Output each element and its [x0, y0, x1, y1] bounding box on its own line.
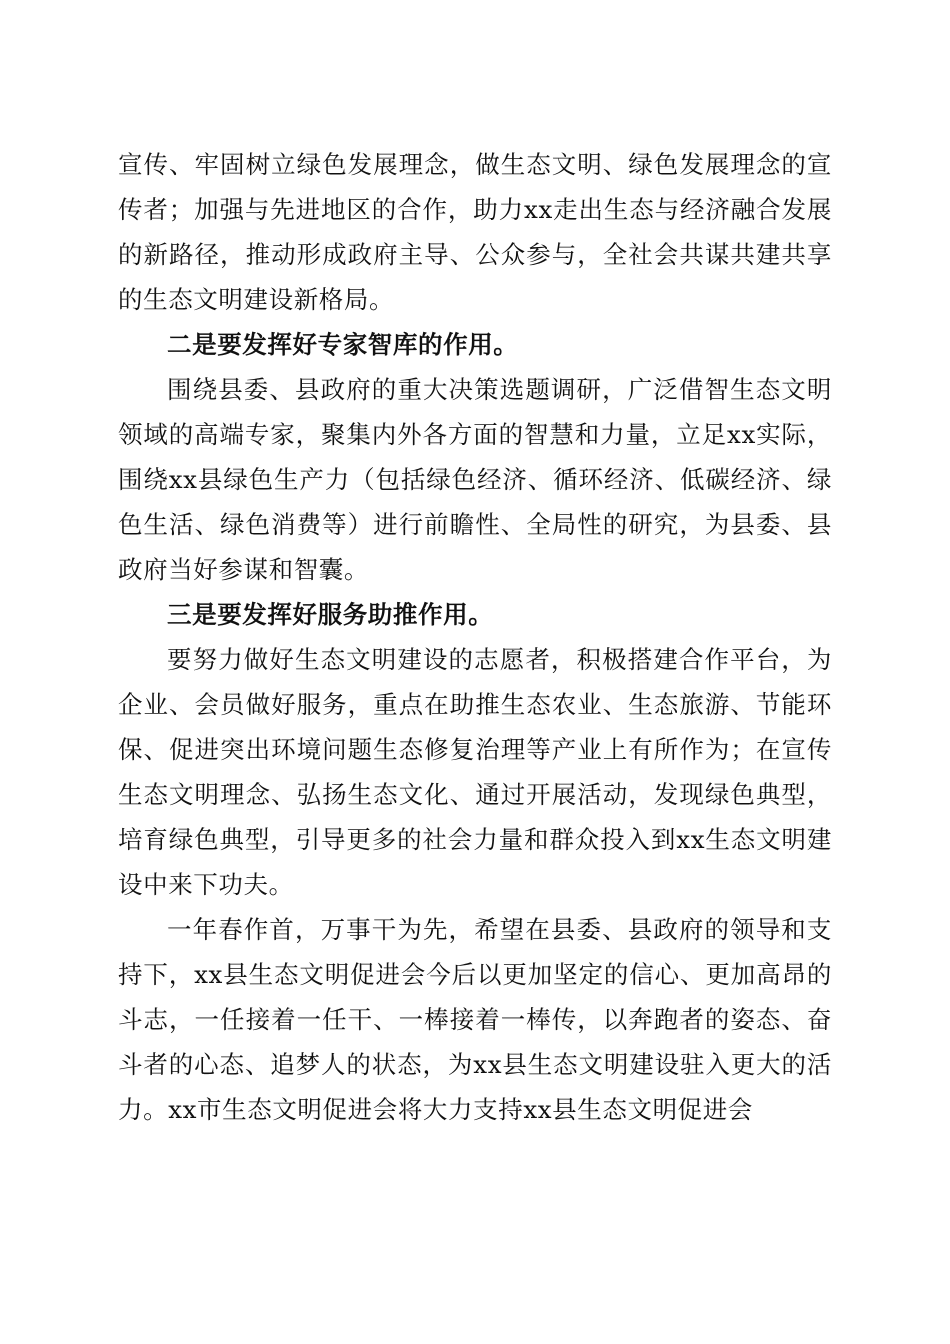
- paragraph-continuation: 宣传、牢固树立绿色发展理念，做生态文明、绿色发展理念的宣传者；加强与先进地区的合作，助力xx走出生态与经济融合发展的新路径，推动形成政府主导、公众参与，全社会共谋共建共享的生态文明建设新格局。: [118, 150, 832, 314]
- document-body: [118, 142, 832, 1132]
- section-heading-expert-think-tank: 二是要发挥好专家智库的作用。: [167, 330, 519, 359]
- paragraph-closing: 一年春作首，万事干为先，希望在县委、县政府的领导和支持下，xx县生态文明促进会今后以更加坚定的信心、更加高昂的斗志，一任接着一任干、一棒接着一棒传，以奔跑者的姿态、奋斗者的心态、追梦人的状态，为xx县生态文明建设驻入更大的活力。xx市生态文明促进会将大力支持xx县生态文明促进会: [118, 915, 832, 1124]
- paragraph-service-promotion: 要努力做好生态文明建设的志愿者，积极搭建合作平台，为企业、会员做好服务，重点在助推生态农业、生态旅游、节能环保、促进突出环境问题生态修复治理等产业上有所作为；在宣传生态文明理念、弘扬生态文化、通过开展活动，发现绿色典型，培育绿色典型，引导更多的社会力量和群众投入到xx生态文明建设中来下功夫。: [118, 645, 832, 899]
- paragraph-think-tank: 围绕县委、县政府的重大决策选题调研，广泛借智生态文明领域的高端专家，聚集内外各方面的智慧和力量，立足xx实际，围绕xx县绿色生产力（包括绿色经济、循环经济、低碳经济、绿色生活、绿色消费等）进行前瞻性、全局性的研究，为县委、县政府当好参谋和智囊。: [118, 375, 832, 584]
- section-heading-service-promotion: 三是要发挥好服务助推作用。: [167, 600, 494, 629]
